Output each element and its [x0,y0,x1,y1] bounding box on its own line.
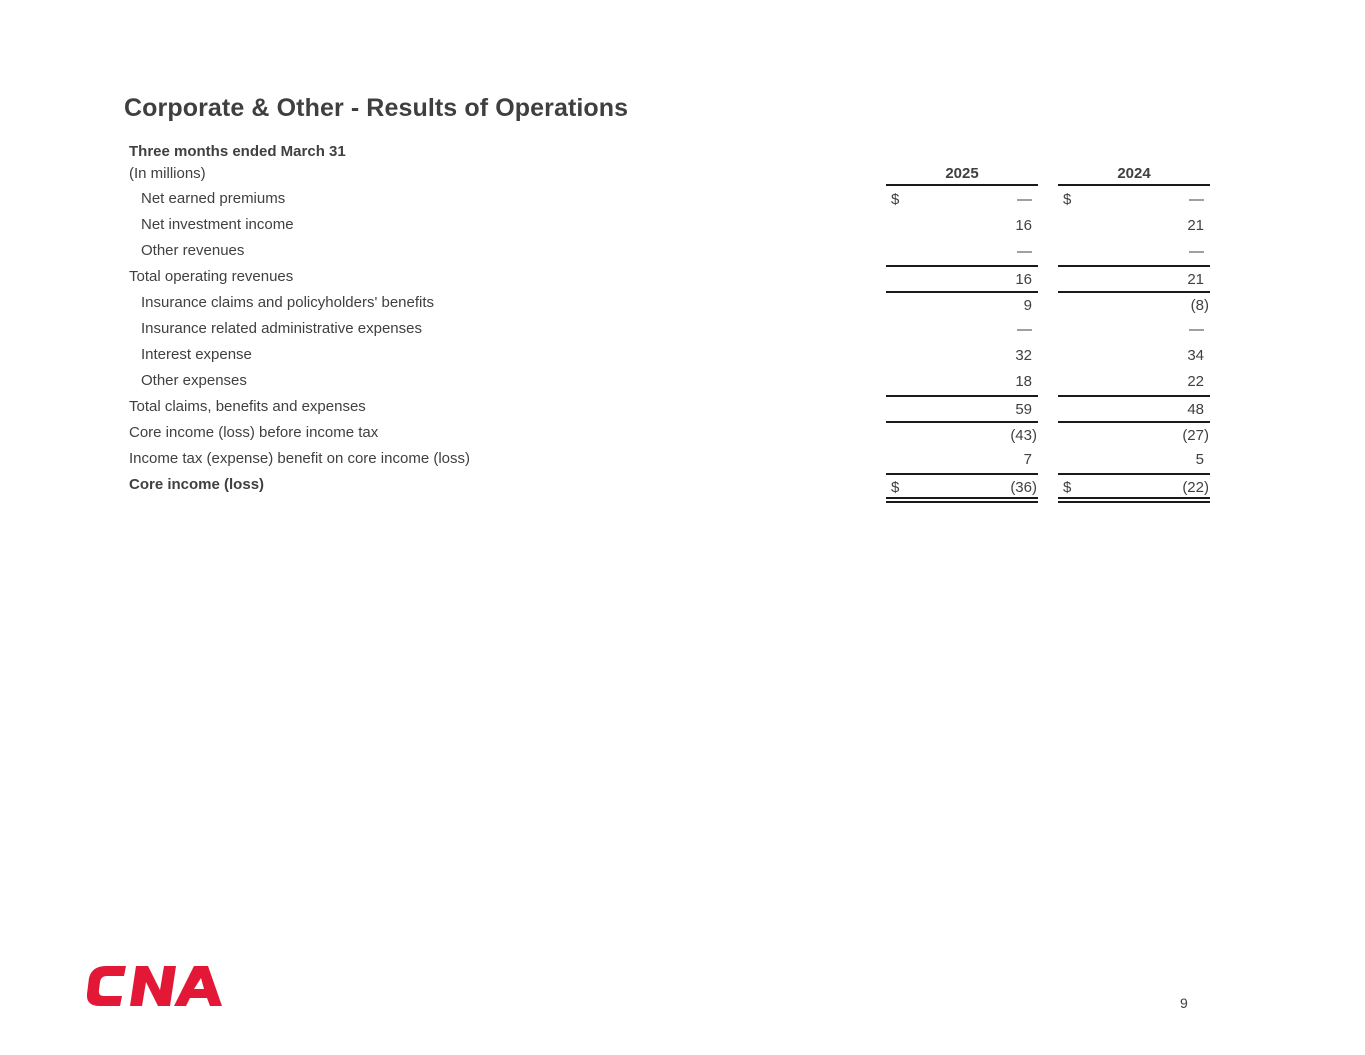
value-cell-2024 [1058,447,1210,473]
row-label: Other revenues [141,242,245,259]
value-cell-2024 [1058,187,1210,213]
row-label: Insurance claims and policyholders' benefits [141,294,435,311]
cell-value: (36) [1010,479,1037,496]
table-row [0,343,1365,369]
table-row [0,291,1365,317]
cell-value: 32 [1015,347,1032,364]
value-cell-2024 [1058,265,1210,291]
units-label: (In millions) [129,165,206,182]
cell-value: 48 [1187,401,1204,418]
cell-value: 16 [1015,217,1032,234]
value-cell-2025 [886,265,1038,291]
table-row-total [0,473,1365,499]
cell-value: — [1189,321,1204,338]
cell-value: 16 [1015,271,1032,288]
value-cell-2024 [1058,239,1210,265]
cna-logo [86,964,224,1008]
cell-value: (8) [1190,297,1209,314]
cell-value: — [1017,243,1032,260]
table-row [0,421,1365,447]
column-header-2025: 2025 [886,165,1038,186]
row-label: Other expenses [141,372,247,389]
table-row [0,447,1365,473]
value-cell-2024 [1058,343,1210,369]
page-title: Corporate & Other - Results of Operations [124,94,629,122]
row-label: Total operating revenues [129,268,294,285]
currency-symbol: $ [1063,479,1072,496]
column-header-2024: 2024 [1058,165,1210,186]
cell-value: — [1189,191,1204,208]
value-cell-2025 [886,187,1038,213]
cell-value: (27) [1182,427,1209,444]
table-row [0,187,1365,213]
cell-value: 34 [1187,347,1204,364]
cell-value: 22 [1187,373,1204,390]
row-label: Core income (loss) [129,476,265,493]
currency-symbol: $ [1063,191,1072,208]
row-label: Income tax (expense) benefit on core income (loss) [129,450,470,467]
table-row [0,317,1365,343]
page-number: 9 [1180,995,1188,1011]
value-cell-2025 [886,369,1038,395]
value-cell-2024 [1058,395,1210,421]
cell-value: (43) [1010,427,1037,444]
value-cell-2024 [1058,213,1210,239]
value-cell-2024 [1058,421,1210,447]
cell-value: (22) [1182,479,1209,496]
row-label: Net investment income [141,216,294,233]
cell-value: 21 [1187,271,1204,288]
results-table [0,187,1365,499]
cell-value: — [1017,321,1032,338]
currency-symbol: $ [891,479,900,496]
cell-value: 5 [1195,451,1204,468]
cell-value: 21 [1187,217,1204,234]
cell-value: — [1189,243,1204,260]
cna-logo-icon [86,964,224,1008]
value-cell-2025 [886,395,1038,421]
value-cell-2024 [1058,291,1210,317]
row-label: Total claims, benefits and expenses [129,398,366,415]
table-row [0,213,1365,239]
row-label: Core income (loss) before income tax [129,424,379,441]
row-label: Insurance related administrative expenses [141,320,422,337]
value-cell-2025 [886,421,1038,447]
cell-value: 18 [1015,373,1032,390]
cell-value: — [1017,191,1032,208]
cell-value: 59 [1015,401,1032,418]
value-cell-2025 [886,213,1038,239]
row-label: Interest expense [141,346,252,363]
table-row [0,369,1365,395]
period-heading: Three months ended March 31 [129,143,346,160]
table-row [0,239,1365,265]
value-cell-2025 [886,473,1038,499]
value-cell-2025 [886,447,1038,473]
table-row [0,395,1365,421]
value-cell-2025 [886,291,1038,317]
table-row [0,265,1365,291]
cell-value: 7 [1023,451,1032,468]
currency-symbol: $ [891,191,900,208]
value-cell-2025 [886,343,1038,369]
value-cell-2024 [1058,473,1210,499]
value-cell-2024 [1058,369,1210,395]
value-cell-2024 [1058,317,1210,343]
row-label: Net earned premiums [141,190,286,207]
value-cell-2025 [886,239,1038,265]
value-cell-2025 [886,317,1038,343]
cell-value: 9 [1023,297,1032,314]
